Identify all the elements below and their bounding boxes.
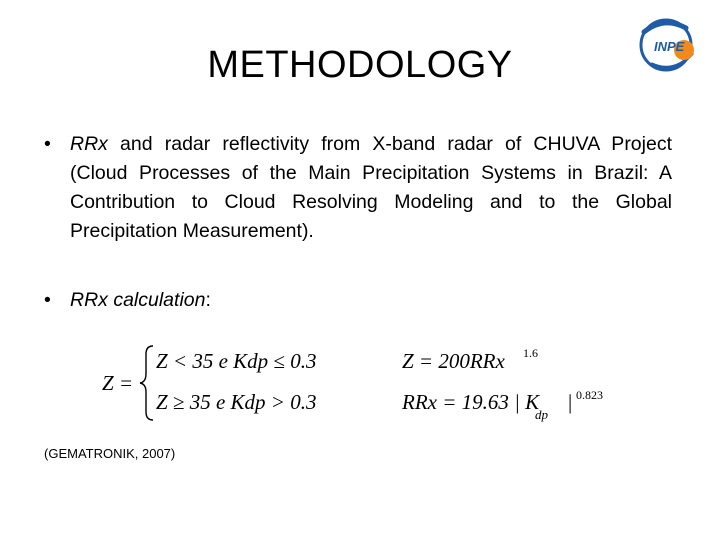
slide-title: METHODOLOGY (207, 44, 513, 86)
bullet-lead: RRx calculation (70, 289, 206, 311)
formula-rrx-kdp-main: RRx = 19.63 | K (402, 390, 540, 414)
formula-rrx-kdp-subscript: dp (535, 407, 548, 422)
left-brace (138, 344, 156, 422)
formula-case-1: Z < 35 e Kdp ≤ 0.3 (156, 349, 317, 373)
bullet-lead: RRx (70, 133, 108, 155)
formula-rrx-kdp (402, 388, 603, 422)
bullet-dot: • (44, 289, 51, 311)
inpe-logo-icon (634, 14, 700, 74)
bullet-body: : (205, 289, 211, 311)
formula-z-rrx-main: Z = 200RRx (402, 349, 505, 373)
formula-z-rrx-exponent: 1.6 (523, 346, 538, 360)
formula-z-rrx (402, 346, 538, 374)
bullet-dot: • (44, 133, 51, 155)
formula-rrx-kdp-close: | (568, 390, 573, 414)
bullet-text (70, 130, 672, 246)
formula-z-label: Z = (102, 371, 134, 395)
bullet-body: and radar reflectivity from X-band radar of CHUVA Project (Cloud Processes of the Main Precipitation Systems in Brazil: A Contribution to Cloud Resolving Modeling and to the Global Precipitation Measurement). (70, 133, 672, 242)
formula-case-2: Z ≥ 35 e Kdp > 0.3 (156, 390, 317, 414)
inpe-logo-text: INPE (654, 39, 685, 54)
inpe-logo (634, 14, 700, 74)
formula-rrx-kdp-exponent: 0.823 (576, 388, 603, 402)
bullet-text (70, 286, 211, 315)
reference-citation: (GEMATRONIK, 2007) (44, 446, 176, 461)
